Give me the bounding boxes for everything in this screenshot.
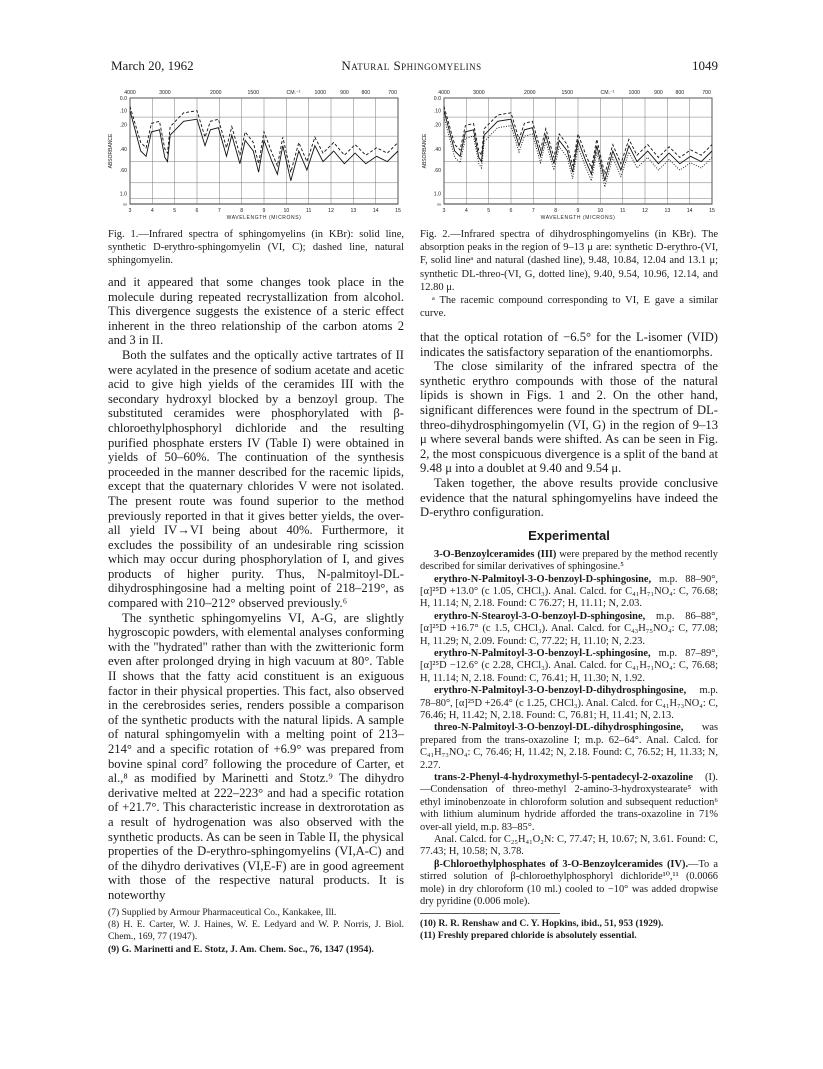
top-tick-label: 800 <box>361 90 371 96</box>
left-tick-label: .60 <box>433 168 441 175</box>
left-tick-label: 1.0 <box>119 191 127 198</box>
left-tick-label: .40 <box>119 146 127 153</box>
bottom-tick-label: 10 <box>597 208 604 214</box>
experimental-entry: erythro-N-Palmitoyl-3-O-benzoyl-L-sphingosine, m.p. 87–89°, [α]²⁵D −12.6° (c 2.28, CHCl₃). Anal. Calcd. for C₄₁H₇₁NO₄: C, 76.68; H, 11.14; N, 2.18. Found: C, 76.41; H, 11.30; N, 1.92. <box>420 647 718 684</box>
bottom-tick-label: 9 <box>262 208 266 214</box>
top-tick-label: 700 <box>702 90 711 96</box>
top-tick-label: CM.⁻¹ <box>600 90 615 96</box>
bottom-tick-label: 14 <box>372 208 379 214</box>
figure-2-caption-text: Fig. 2.—Infrared spectra of dihydrosphingomyelins (in KBr). The absorption peaks in the region of 9–13 μ are: synthetic D-erythro-(VI, F, solid lineᵃ and natural (dashed line), 9.48, 10.84, 12.04 and 13.1 μ; synthetic DL-threo-(VI, G, dotted line), 9.40, 9.54, 10.96, 12.14, and 12.80 μ. <box>420 229 718 293</box>
left-tick-label: ∞ <box>123 202 127 208</box>
experimental-section <box>420 549 718 909</box>
top-tick-label: 1500 <box>561 90 574 96</box>
bottom-tick-label: 6 <box>195 208 199 214</box>
bottom-tick-label: 3 <box>442 208 446 214</box>
experimental-entry: erythro-N-Stearoyl-3-O-benzoyl-D-sphingosine, m.p. 86–88°, [α]²⁵D +16.7° (c 1.5, CHCl₃). Anal. Calcd. for C₄₃H₇₅NO₄: C, 77.08; H, 11.29; N, 2.09. Found: C, 77.22; H, 11.10; N, 2.23. <box>420 610 718 647</box>
figure-1-spectrum <box>104 84 404 224</box>
left-tick-label: .40 <box>433 146 441 153</box>
x-axis-label: WAVELENGTH (MICRONS) <box>540 215 616 221</box>
footnote: (7) Supplied by Armour Pharmaceutical Co., Kankakee, Ill. <box>108 906 337 918</box>
top-tick-label: 1000 <box>314 90 327 96</box>
experimental-entry: trans-2-Phenyl-4-hydroxymethyl-5-pentadecyl-2-oxazoline (I).—Condensation of threo-methyl 2-amino-3-hydroxystearate⁵ with ethyl iminobenzoate in chloroform solution and subsequent reduction⁶ with lithium aluminum hydride afforded the trans-oxazoline in 71% over-all yield, m.p. 83–85°. <box>420 772 718 833</box>
bottom-tick-label: 3 <box>128 208 132 214</box>
bottom-tick-label: 15 <box>395 208 401 214</box>
experimental-entry: 3-O-Benzoylceramides (III) were prepared by the method recently described for similar derivatives of sphingosine.⁵ <box>420 548 718 573</box>
paragraph: The close similarity of the infrared spectra of the synthetic erythro compounds with those of the natural lipids is shown in Figs. 1 and 2. On the other hand, significant differences were found in the spectrum of DL-threo-dihydrosphingomyelin (VI, G) in the region of 9–13 μ where several bands were shifted. As can be seen in Fig. 2, the most conspicuous divergence is a split of the band at 9.48 μ into a doublet at 9.40 and 9.54 μ. <box>420 359 718 476</box>
top-tick-label: 3000 <box>473 90 485 96</box>
experimental-entry: Anal. Calcd. for C₂₅H₄₁O₂N: C, 77.47; H, 10.67; N, 3.61. Found: C, 77.43; H, 10.58; N, 3.78. <box>420 834 718 858</box>
bottom-tick-label: 8 <box>240 208 244 214</box>
top-tick-label: 900 <box>654 90 663 96</box>
bottom-tick-label: 5 <box>487 208 491 214</box>
running-header-title: Natural Sphingomyelins <box>341 58 482 73</box>
bottom-tick-label: 5 <box>173 208 177 214</box>
bottom-tick-label: 8 <box>554 208 558 214</box>
left-tick-label: 1.0 <box>433 191 441 198</box>
footnote-divider <box>420 913 560 914</box>
bottom-tick-label: 11 <box>305 208 312 214</box>
bottom-tick-label: 15 <box>709 208 715 214</box>
y-axis-label: ABSORBANCE <box>422 133 428 169</box>
experimental-entry: β-Chloroethylphosphates of 3-O-Benzoylceramides (IV).—To a stirred solution of β-chloroethylphosphoryl dichloride¹⁰,¹¹ (0.0066 mole) in dry chloroform (10 ml.) cooled to −10° was added dropwise dry pyridine (0.006 mole). <box>420 858 718 908</box>
top-tick-label: 1500 <box>247 90 260 96</box>
bottom-tick-label: 4 <box>464 208 468 214</box>
footnote: (10) R. R. Renshaw and C. Y. Hopkins, ibid., 51, 953 (1929). <box>420 917 664 929</box>
paragraph: Both the sulfates and the optically active tartrates of II were acylated in the presence of sodium acetate and acetic acid to give high yields of the ceramides III with the secondary hydroxyl blocked by a benzoyl group. The substituted ceramides were phosphorylated with β-chloroethylphosphoryl dichloride and the resulting purified phosphate ersters IV (Table I) were obtained in yields of 50–60%. The continuation of the synthesis proceeded in the manner described for the racemic lipids, except that the quaternary chlorides V were not isolated. The present route was found superior to the method previously reported in that it gives better yields, the over-all yield IV→VI being about 40%. Furthermore, it excludes the possibility of an undesirable ring scission which may occur during phosphorylation of I, and gives products of higher purity. Thus, N-palmitoyl-DL-dihydrosphingosine had a melting point of 218–219°, as compared with 210–212° observed previously.⁶ <box>108 347 404 611</box>
bottom-tick-label: 12 <box>642 208 648 214</box>
right-column <box>420 330 718 942</box>
bottom-tick-label: 12 <box>328 208 334 214</box>
bottom-tick-label: 6 <box>509 208 513 214</box>
bottom-tick-label: 9 <box>576 208 580 214</box>
bottom-tick-label: 4 <box>150 208 154 214</box>
running-header-date: March 20, 1962 <box>111 58 194 73</box>
footnote: (11) Freshly prepared chloride is absolutely essential. <box>420 929 637 941</box>
paragraph: The synthetic sphingomyelins VI, A-G, are slightly hygroscopic powders, with elemental analyses conforming with the "hydrated" rather than with the zwitterionic form even after prolonged drying in high vacuum at 80°. Table II shows that the fatty acid constituent is an exiguous factor in their physical properties. This fact, also observed in the cerebrosides series, renders possible a comparison of the synthetic products with the natural lipids. A sample of natural sphingomyelin with a melting point of 213–214° and a specific rotation of +6.9° was prepared from bovine spinal cord⁷ following the procedure of Carter, et al.,⁸ as modified by Marinetti and Stotz.⁹ The dihydro derivative melted at 222–223° and had a specific rotation of +21.7°. This characteristic increase in dextrorotation as a result of hydrogenation was also observed with the synthetic products. As can be seen in Table II, the physical properties of the D-erythro-sphingomyelins (VI,A-C) and of the dihydro derivatives (VI,E-F) are in good agreement with those of the respective natural products. It is noteworthy <box>108 610 404 902</box>
top-tick-label: 800 <box>675 90 685 96</box>
top-tick-label: 700 <box>388 90 397 96</box>
top-tick-label: 4000 <box>124 90 136 96</box>
figure-2-caption-note: ᵃ The racemic compound corresponding to VI, E gave a similar curve. <box>420 295 718 320</box>
bottom-tick-label: 13 <box>350 208 357 214</box>
experimental-entry: threo-N-Palmitoyl-3-O-benzoyl-DL-dihydrosphingosine, was prepared from the trans-oxazoline I; m.p. 62–64°. Anal. Calcd. for C₄₁H₇₃NO₄: C, 76.46; H, 11.42; N, 2.18. Found: C, 76.52; H, 11.33; N, 2.27. <box>420 722 718 771</box>
figure-2-spectrum <box>418 84 718 224</box>
paragraph: that the optical rotation of −6.5° for the L-isomer (VID) indicates the satisfactory separation of the enantiomorphs. <box>420 330 718 359</box>
top-tick-label: 2000 <box>523 90 536 96</box>
left-tick-label: .20 <box>119 122 127 129</box>
top-tick-label: 3000 <box>159 90 171 96</box>
bottom-tick-label: 7 <box>217 208 221 214</box>
bottom-tick-label: 11 <box>619 208 626 214</box>
experimental-entry: erythro-N-Palmitoyl-3-O-benzoyl-D-sphingosine, m.p. 88–90°, [α]²⁵D +13.0° (c 1.05, CHCl₃). Anal. Calcd. for C₄₁H₇₁NO₄: C, 76.68; H, 11.14; N, 2.18. Found: C 76.27; H, 11.11; N, 2.03. <box>420 573 718 610</box>
left-tick-label: .60 <box>119 168 127 175</box>
paragraph: Taken together, the above results provide conclusive evidence that the natural sphingomyelins have indeed the D-erythro configuration. <box>420 475 718 520</box>
section-title-experimental: Experimental <box>528 527 610 543</box>
left-tick-label: .10 <box>433 108 441 115</box>
x-axis-label: WAVELENGTH (MICRONS) <box>226 215 302 221</box>
left-tick-label: 0.0 <box>119 96 127 102</box>
footnotes-right <box>420 918 718 943</box>
footnotes-left <box>108 907 404 957</box>
left-tick-label: .10 <box>119 108 127 115</box>
top-tick-label: CM.⁻¹ <box>286 90 301 96</box>
bottom-tick-label: 14 <box>686 208 693 214</box>
bottom-tick-label: 7 <box>531 208 535 214</box>
left-tick-label: .20 <box>433 122 441 129</box>
y-axis-label: ABSORBANCE <box>108 133 114 169</box>
footnote: (8) H. E. Carter, W. J. Haines, W. E. Ledyard and W. P. Norris, J. Biol. Chem., 169, 77 (1947). <box>108 918 404 943</box>
figure-2-caption <box>420 228 718 320</box>
top-tick-label: 1000 <box>628 90 641 96</box>
figure-1-caption: Fig. 1.—Infrared spectra of sphingomyelins (in KBr): solid line, synthetic D-erythro-sphingomyelin (VI, C); dashed line, natural sphingomyelin. <box>108 229 404 267</box>
paragraph: and it appeared that some changes took place in the molecule during repeated recrystallization from alcohol. This divergence suggests the existence of a steric effect inherent in the threo relationship of the carbon atoms 2 and 3 in II. <box>108 275 404 348</box>
footnote: (9) G. Marinetti and E. Stotz, J. Am. Chem. Soc., 76, 1347 (1954). <box>108 943 374 955</box>
page-number: 1049 <box>692 58 718 73</box>
top-tick-label: 2000 <box>209 90 222 96</box>
experimental-entry: erythro-N-Palmitoyl-3-O-benzoyl-D-dihydrosphingosine, m.p. 78–80°, [α]²⁵D +26.4° (c 1.25, CHCl₃). Anal. Calcd. for C₄₁H₇₃NO₄: C, 76.46; H, 11.42; N, 2.18. Found: C, 76.81; H, 11.41; N, 2.13. <box>420 685 718 721</box>
top-tick-label: 900 <box>340 90 349 96</box>
bottom-tick-label: 13 <box>664 208 671 214</box>
left-column <box>108 275 404 956</box>
left-tick-label: ∞ <box>437 202 441 208</box>
bottom-tick-label: 10 <box>283 208 290 214</box>
left-tick-label: 0.0 <box>433 96 441 102</box>
top-tick-label: 4000 <box>438 90 450 96</box>
